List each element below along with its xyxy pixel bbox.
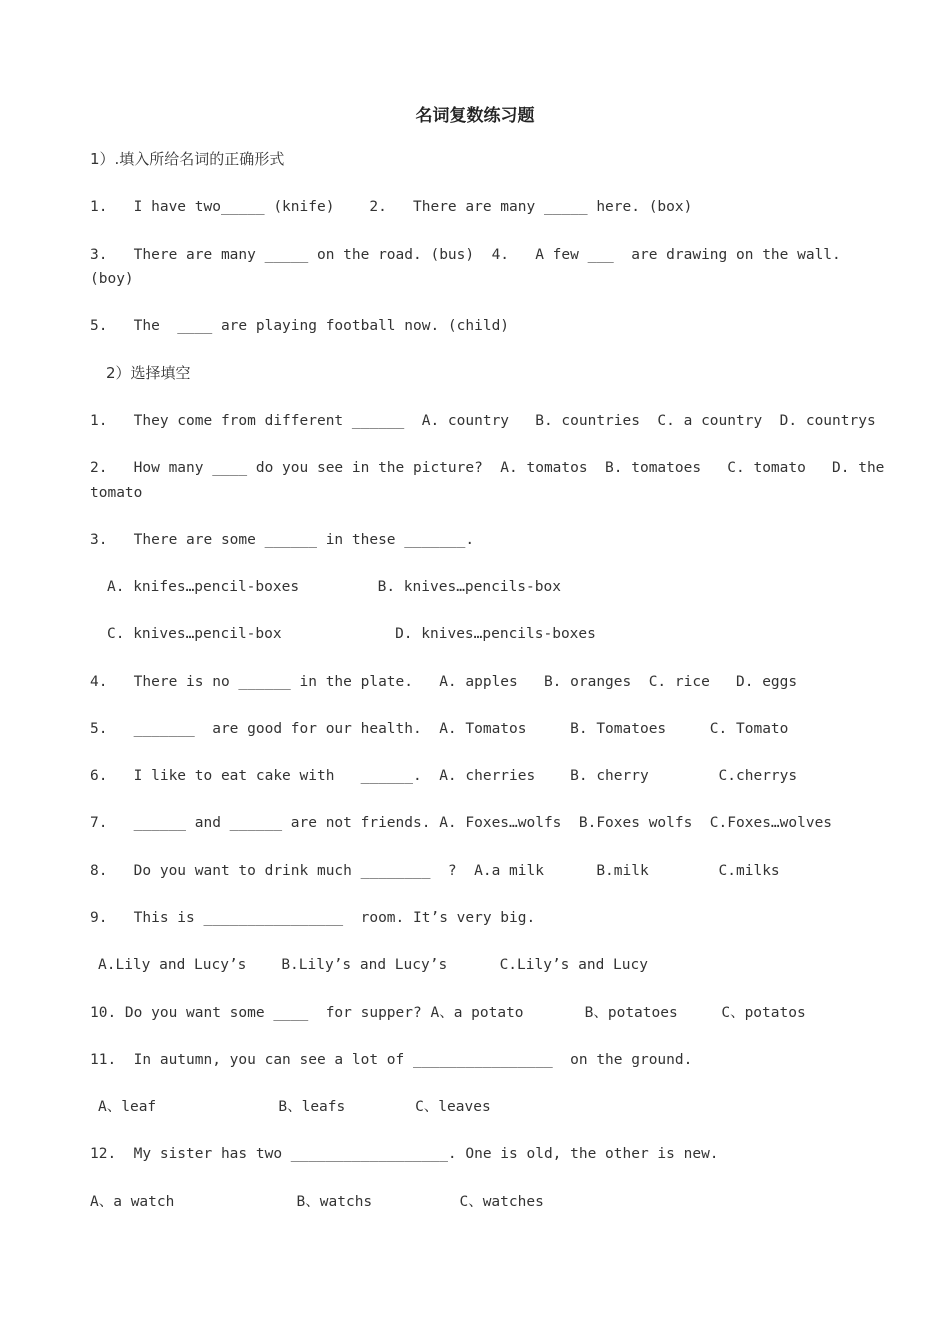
- s2-q8: 8. Do you want to drink much ________ ? A.a milk B.milk C.milks: [90, 863, 780, 879]
- s1-line-2: 3. There are many _____ on the road. (bus) 4. A few ___ are drawing on the wall.: [90, 247, 841, 263]
- s1-line-3: 5. The ____ are playing football now. (child): [90, 318, 510, 334]
- section2-heading: 2）选择填空: [106, 364, 191, 382]
- s1-line-1: 1. I have two_____ (knife) 2. There are many _____ here. (box): [90, 199, 693, 215]
- s2-q4: 4. There is no ______ in the plate. A. apples B. oranges C. rice D. eggs: [90, 674, 798, 690]
- s2-q9: 9. This is ________________ room. It’s very big.: [90, 910, 536, 926]
- section1-heading: 1）.填入所给名词的正确形式: [90, 150, 285, 168]
- s2-q11-options: A、leaf B、leafs C、leaves: [98, 1099, 491, 1115]
- s2-q3-options-cd: C. knives…pencil-box D. knives…pencils-boxes: [107, 626, 596, 642]
- s2-q2-cont: tomato: [90, 485, 143, 501]
- page-title: 名词复数练习题: [415, 106, 535, 126]
- s2-q1: 1. They come from different ______ A. country B. countries C. a country D. countrys: [90, 413, 876, 429]
- s2-q2: 2. How many ____ do you see in the picture? A. tomatos B. tomatoes C. tomato D. the: [90, 460, 885, 476]
- s2-q3: 3. There are some ______ in these _______.: [90, 532, 475, 548]
- s2-q9-options: A.Lily and Lucy’s B.Lily’s and Lucy’s C.Lily’s and Lucy: [98, 957, 648, 973]
- s2-q12-options: A、a watch B、watchs C、watches: [90, 1194, 544, 1210]
- s2-q7: 7. ______ and ______ are not friends. A. Foxes…wolfs B.Foxes wolfs C.Foxes…wolves: [90, 815, 833, 831]
- s2-q10: 10. Do you want some ____ for supper? A、a potato B、potatoes C、potatos: [90, 1005, 806, 1021]
- s2-q3-options-ab: A. knifes…pencil-boxes B. knives…pencils-box: [107, 579, 561, 595]
- s2-q12: 12. My sister has two __________________. One is old, the other is new.: [90, 1146, 719, 1162]
- s2-q5: 5. _______ are good for our health. A. Tomatos B. Tomatoes C. Tomato: [90, 721, 789, 737]
- s2-q6: 6. I like to eat cake with ______. A. cherries B. cherry C.cherrys: [90, 768, 798, 784]
- s1-line-2-cont: (boy): [90, 271, 134, 287]
- s2-q11: 11. In autumn, you can see a lot of ________________ on the ground.: [90, 1052, 693, 1068]
